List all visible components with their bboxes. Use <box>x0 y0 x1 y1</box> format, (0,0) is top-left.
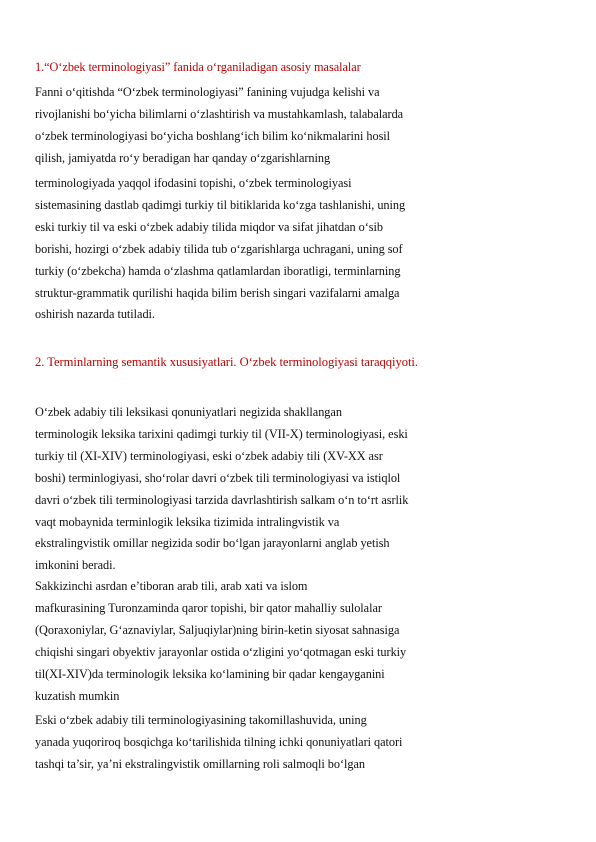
paragraph-2 <box>35 173 405 326</box>
paragraph-4 <box>35 576 406 707</box>
text-line: kuzatish mumkin <box>35 688 120 703</box>
text-line: terminologik leksika tarixini qadimgi turkiy til (VII-X) terminologiyasi, eski <box>35 426 408 441</box>
text-line: struktur-grammatik qurilishi haqida bilim berish singari vazifalarni amalga <box>35 285 400 300</box>
text-line: imkonini beradi. <box>35 558 116 573</box>
text-line: davri o‘zbek tili terminologiyasi tarzida davrlashtirish salkam o‘n to‘rt asrlik <box>35 492 409 507</box>
text-line: mafkurasining Turonzaminda qaror topishi, bir qator mahalliy sulolalar <box>35 600 382 615</box>
paragraph-1 <box>35 82 403 170</box>
text-line: yanada yuqoriroq bosqichga ko‘tarilishida tilning ichki qonuniyatlari qatori <box>35 734 403 749</box>
text-line: o‘zbek terminologiyasi bo‘yicha boshlang‘ich bilim ko‘nikmalarini hosil <box>35 128 391 143</box>
text-line: rivojlanishi bo‘yicha bilimlarni o‘zlashtirish va mustahkamlash, talabalarda <box>35 106 404 121</box>
text-line: qilish, jamiyatda ro‘y beradigan har qanday o‘zgarishlarning <box>35 150 331 165</box>
text-line: eski turkiy til va eski o‘zbek adabiy tilida miqdor va sifat jihatdan o‘sib <box>35 219 383 234</box>
text-line: Eski o‘zbek adabiy tili terminologiyasining takomillashuvida, uning <box>35 713 367 727</box>
section-heading-2: 2. Terminlarning semantik xususiyatlari. O‘zbek terminologiyasi taraqqiyoti. <box>35 355 418 369</box>
text-line: vaqt mobaynida terminlogik leksika tizimida intralingvistik va <box>35 514 340 529</box>
text-line: chiqishi singari obyektiv jarayonlar ostida o‘zligini yo‘qotmagan eski turkiy <box>35 644 407 659</box>
text-line: Sakkizinchi asrdan e’tiboran arab tili, arab xati va islom <box>35 579 308 593</box>
text-line: ekstralingvistik omillar negizida sodir bo‘lgan jarayonlarni anglab yetish <box>35 536 390 551</box>
section-heading-1: 1.“O‘zbek terminologiyasi” fanida o‘rganiladigan asosiy masalalar <box>35 60 361 74</box>
text-line: oshirish nazarda tutiladi. <box>35 307 155 322</box>
text-line: turkiy til (XI-XIV) terminologiyasi, eski o‘zbek adabiy tili (XV-XX asr <box>35 448 383 463</box>
text-line: borishi, hozirgi o‘zbek adabiy tilida tub o‘zgarishlarga uchragani, uning sof <box>35 241 403 256</box>
text-line: til(XI-XIV)da terminologik leksika ko‘lamining bir qadar kengayganini <box>35 666 385 681</box>
paragraph-3 <box>35 402 408 577</box>
text-line: O‘zbek adabiy tili leksikasi qonuniyatlari negizida shakllangan <box>35 405 342 419</box>
text-line: Fanni o‘qitishda “O‘zbek terminologiyasi” fanining vujudga kelishi va <box>35 85 380 99</box>
text-line: (Qoraxoniylar, G‘aznaviylar, Saljuqiylar)ning birin-ketin siyosat sahnasiga <box>35 622 400 637</box>
text-line: tashqi ta’sir, ya’ni ekstralingvistik omillarning roli salmoqli bo‘lgan <box>35 756 365 771</box>
paragraph-5 <box>35 710 402 776</box>
text-line: sistemasining dastlab qadimgi turkiy til bitiklarida ko‘zga tashlanishi, uning <box>35 197 406 212</box>
text-line: boshi) terminlogiyasi, sho‘rolar davri o‘zbek tili terminologiyasi va istiqlol <box>35 470 401 485</box>
text-line: turkiy (o‘zbekcha) hamda o‘zlashma qatlamlardan iboratligi, terminlarning <box>35 263 401 278</box>
text-line: terminologiyada yaqqol ifodasini topishi, o‘zbek terminologiyasi <box>35 176 352 190</box>
